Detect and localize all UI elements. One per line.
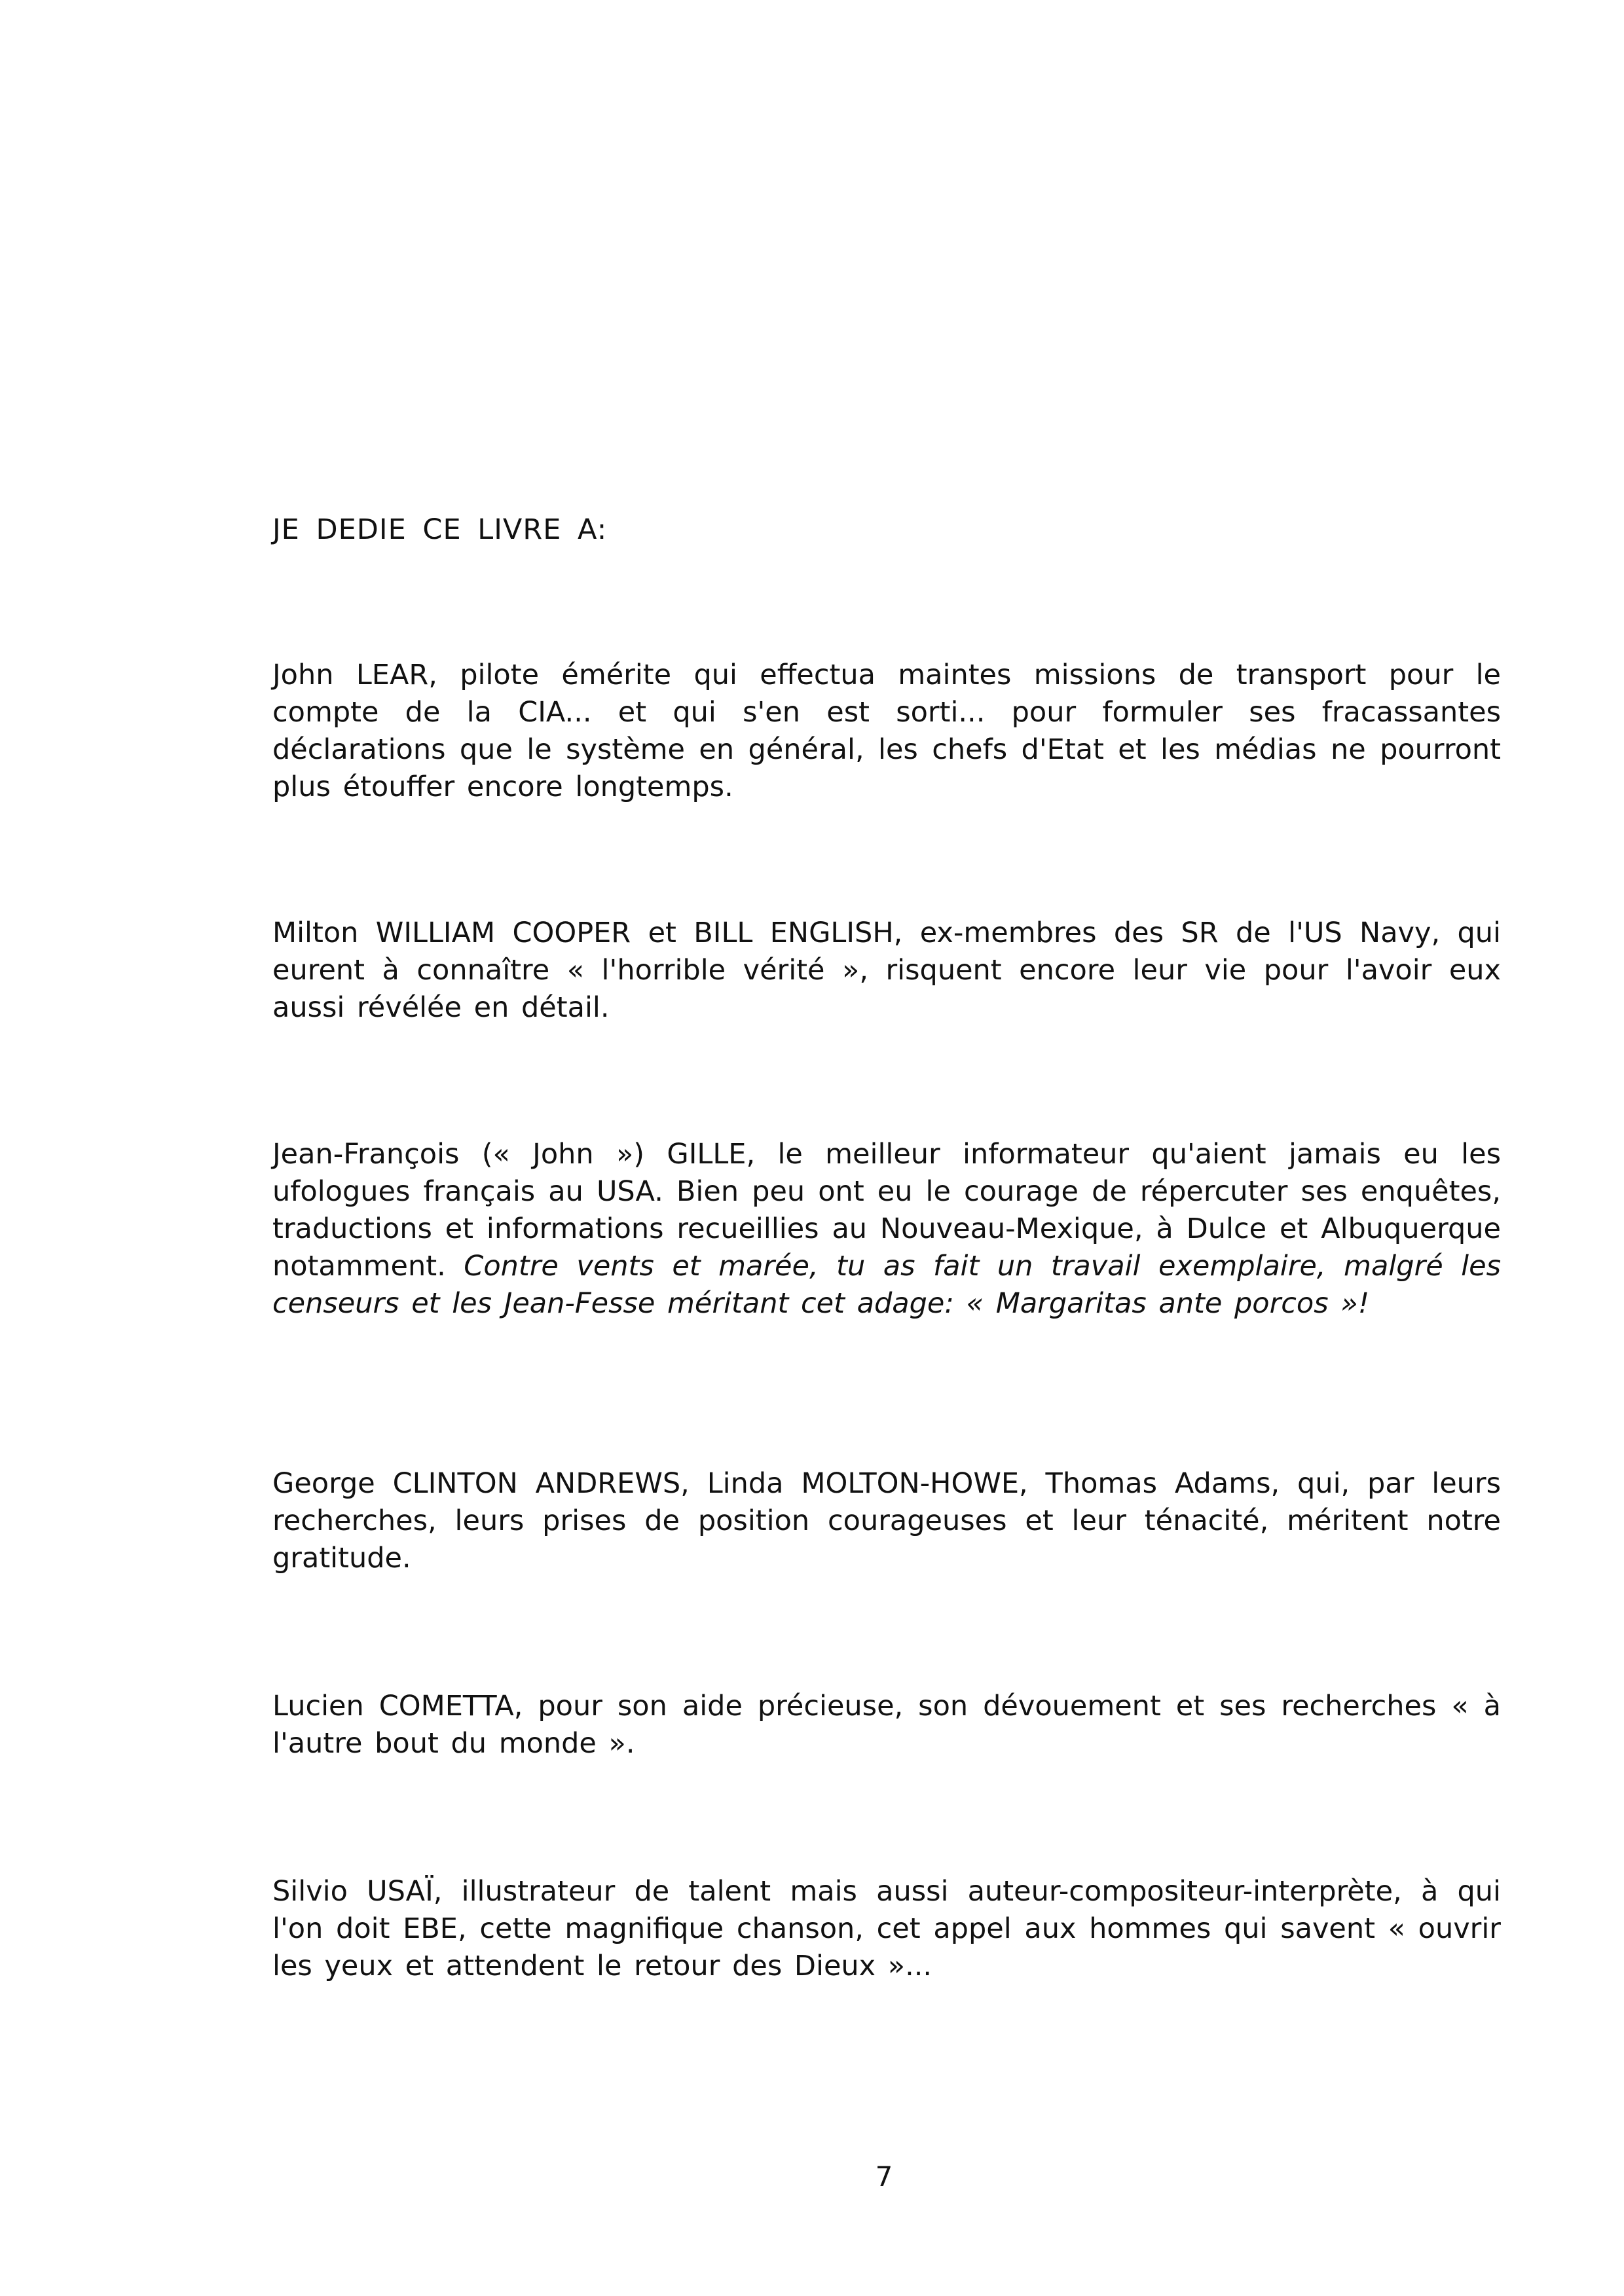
dedication-paragraph-usai: Silvio USAÏ, illustrateur de talent mais aussi auteur-compositeur-interprète, à qui l'on doit EBE, cette magnifique chanson, cet appel aux hommes qui savent « ouvrir les yeux et attendent le retour des Dieux »... [272, 1875, 1501, 1982]
dedication-paragraph-andrews-howe-adams: George CLINTON ANDREWS, Linda MOLTON-HOWE, Thomas Adams, qui, par leurs recherches, leurs prises de position courageuses et leur ténacité, méritent notre gratitude. [272, 1467, 1501, 1575]
dedication-paragraph-john-lear: John LEAR, pilote émérite qui effectua maintes missions de transport pour le compte de la CIA... et qui s'en est sorti... pour formuler ses fracassantes déclarations que le système en général, les chefs d'Etat et les médias ne pourront plus étouffer encore longtemps. [272, 659, 1501, 803]
gille-italic-text: Contre vents et marée, tu as fait un travail exemplaire, malgré les censeurs et les Jean-Fesse méritant cet adage: « Margaritas ante porcos »! [272, 1250, 1501, 1320]
gille-plain-text: Jean-François (« John ») GILLE, le meilleur informateur qu'aient jamais eu les ufologues français au USA. Bien peu ont eu le courage de répercuter ses enquêtes, traductions et informations recueillies au Nouveau-Mexique, à Dulce et Albuquerque notamment. [272, 1138, 1501, 1283]
dedication-paragraph-gille [272, 1136, 1501, 1322]
page-number: 7 [875, 2160, 893, 2193]
dedication-paragraph-cooper-english: Milton WILLIAM COOPER et BILL ENGLISH, ex-membres des SR de l'US Navy, qui eurent à connaître « l'horrible vérité », risquent encore leur vie pour l'avoir eux aussi révélée en détail. [272, 917, 1501, 1024]
dedication-paragraph-cometta: Lucien COMETTA, pour son aide précieuse, son dévouement et ses recherches « à l'autre bout du monde ». [272, 1690, 1501, 1760]
dedication-heading: JE DEDIE CE LIVRE A: [272, 513, 608, 546]
